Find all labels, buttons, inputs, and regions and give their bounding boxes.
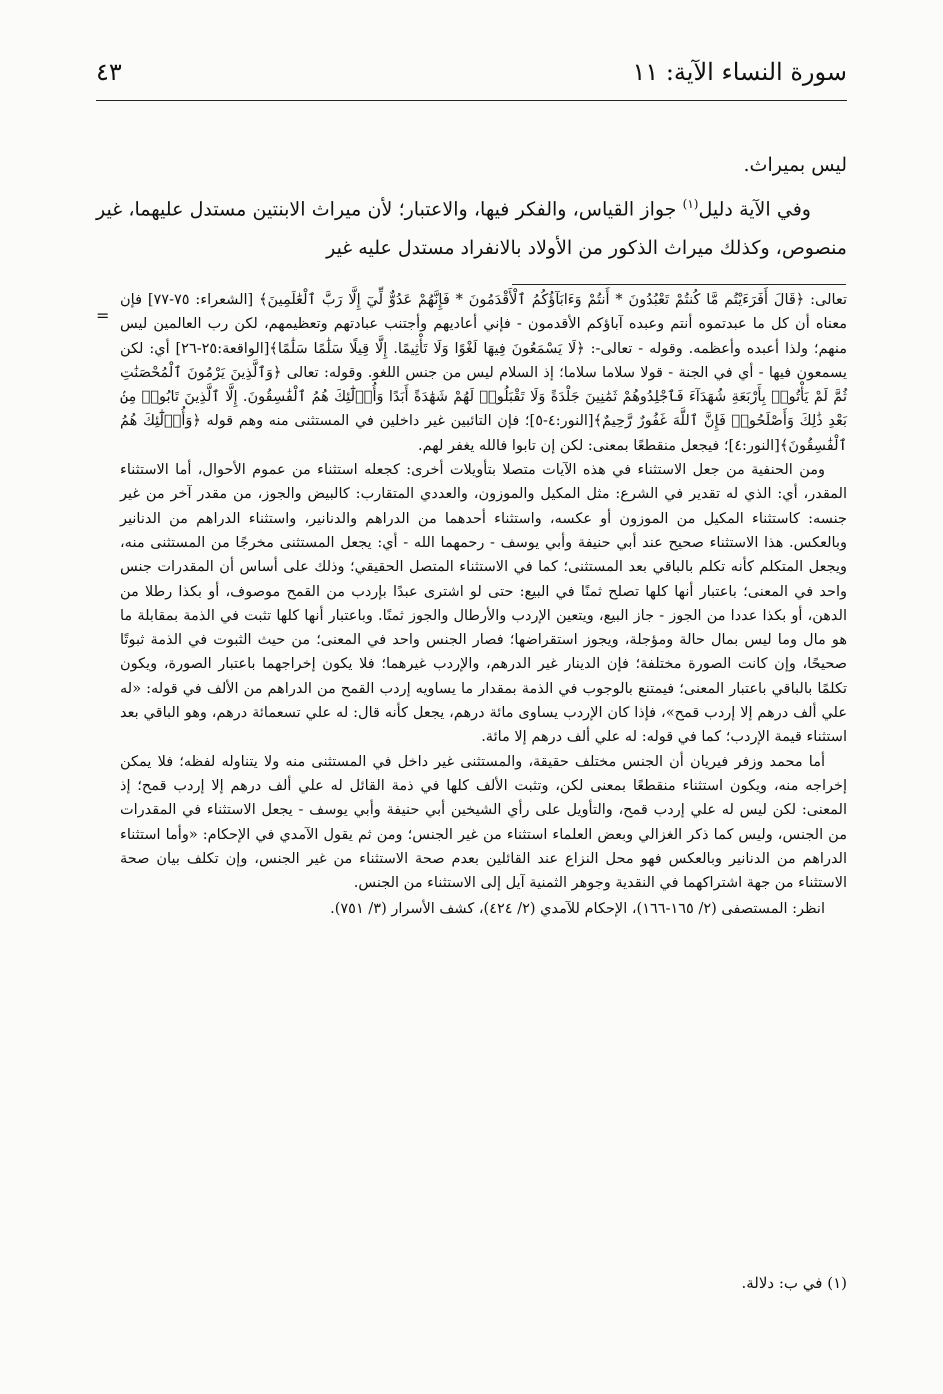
notes-references: انظر: المستصفى (٢/ ١٦٥-١٦٦)، الإحكام للآمدي (٢/ ٤٢٤)، كشف الأسرار (٣/ ٧٥١).	[330, 901, 825, 918]
notes-paragraph-2: ومن الحنفية من جعل الاستثناء في هذه الآيات متصلا بتأويلات أخرى: كجعله استثناء من عموم الأحوال، أما الاستثناء المقدر، أي: الذي له تقدير في الشرع: مثل المكيل والموزون، والعددي المتقارب: كالبيض والجوز، من مقدر آخر من غير جنسه: كاستثناء المكيل من الموزون أو عكسه، واستثناء أحدهما من الدراهم والدنانير، واستثناء الدراهم من الدنانير وبالعكس. هذا الاستثناء صحيح عند أبي حنيفة وأبي يوسف - رحمهما الله - أي: يجعل المستثنى مخرجًا من المستثنى منه، ويجعل المتكلم كأنه تكلم بالباقي بعد المستثنى؛ كما في الاستثناء المتصل الحقيقي؛ وذلك على أساس أن المقدرات جنس واحد في المعنى؛ باعتبار أنها كلها تصلح ثمنًا في البيع: حتى لو اشترى عبدًا بإردب من القمح موصوف، أو بكذا رطلا من الدهن، أو بكذا عددا من الجوز - جاز البيع، ويتعين الإردب والأرطال والجوز ثمنًا. وباعتبار أنها كلها تثبت في الذمة بمقابلة ما هو مال وما ليس بمال حالة ومؤجلة، ويجوز استقراضها؛ فصار الجنس واحد في المعنى؛ من حيث الثبوت في الذمة ثبوتًا صحيحًا، وإن كانت الصورة مختلفة؛ فإن الدينار غير الدرهم، والإردب غيرهما؛ فلا يكون إخراجهما باعتبار الصورة، ويكون تكلمًا بالباقي باعتبار المعنى؛ فيمتنع بالوجوب في الذمة بمقدار ما يساويه إردب القمح من الدراهم من الألف في قوله: «له علي ألف درهم إلا إردب قمح»، فإذا كان الإردب يساوى مائة درهم، يجعل كأنه قال: له علي تسعمائة درهم، وهو الباقي بعد استثناء قيمة الإردب؛ كما في قوله: له علي ألف درهم إلا مائة.	[120, 462, 847, 746]
header-rule	[96, 100, 847, 101]
commentary-notes	[120, 288, 847, 922]
main-text	[96, 146, 847, 268]
main-paragraph-2	[96, 185, 847, 268]
page-number: ٤٣	[96, 58, 122, 86]
footnote-ref-1: (١)	[682, 197, 699, 211]
running-title: سورة النساء الآية: ١١	[632, 58, 847, 86]
paragraph-2-rest: جواز القياس، والفكر فيها، والاعتبار؛ لأن ميراث الابنتين مستدل عليهما، غير منصوص، وكذلك ميراث الذكور من الأولاد بالانفراد مستدل عليه غير	[96, 198, 847, 260]
footnote-1: (١) في ب: دلالة.	[741, 1274, 847, 1292]
page-header	[96, 58, 847, 94]
paragraph-2-start: وفي الآية دليل	[698, 198, 811, 221]
main-line-1: ليس بميراث.	[743, 154, 847, 176]
notes-separator-rule	[512, 284, 846, 285]
continuation-marker: =	[96, 306, 110, 325]
notes-paragraph-3: أما محمد وزفر فيريان أن الجنس مختلف حقيقة، والمستثنى غير داخل في المستثنى منه ولا يتناوله لفظه؛ فلا يمكن إخراجه منه، ويكون استثناء منقطعًا بمعنى لكن، وتثبت الألف كلها في ذمة القائل له علي ألف درهم إلا إردب قمح؛ إذ المعنى: لكن ليس له علي إردب قمح، والتأويل على رأي الشيخين أبي حنيفة وأبي يوسف - يجعل الاستثناء في المقدرات من الجنس، وليس كما ذكر الغزالي وبعض العلماء استثناء من غير الجنس؛ ومن ثم يقول الآمدي في الإحكام: «وأما استثناء الدراهم من الدنانير وبالعكس فهو محل النزاع عند القائلين بعدم صحة الاستثناء من غير الجنس، وإن تكلف بيان صحة الاستثناء من جهة اشتراكهما في النقدية وجوهر الثمنية آيل إلى الاستثناء من الجنس.	[120, 753, 847, 892]
notes-paragraph-1: تعالى: ﴿قَالَ أَفَرَءَيْتُم مَّا كُنتُمْ تَعْبُدُونَ * أَنتُمْ وَءَابَآؤُكُمُ ٱلْأَقْدَمُونَ * فَإِنَّهُمْ عَدُوٌّ لِّيٓ إِلَّا رَبَّ ٱلْعَٰلَمِينَ﴾ [الشعراء: ٧٥-٧٧] فإن معناه أن كل ما عبدتموه أنتم وعبده آباؤكم الأقدمون - فإني أعاديهم وأجتنب عبادتهم وتعظيمهم، لكن رب العالمين ليس منهم؛ ولذا أعبده وأعظمه. وقوله - تعالى-: ﴿لَا يَسْمَعُونَ فِيهَا لَغْوًا وَلَا تَأْثِيمًا. إِلَّا قِيلًا سَلَٰمًا سَلَٰمًا﴾[الواقعة:٢٥-٢٦] أي: لكن يسمعون فيها - أي في الجنة - قولا سلاما سلاما؛ إذ السلام ليس من جنس اللغو. وقوله: تعالى ﴿وَٱلَّذِينَ يَرْمُونَ ٱلْمُحْصَنَٰتِ ثُمَّ لَمْ يَأْتُوا۟ بِأَرْبَعَةِ شُهَدَآءَ فَٱجْلِدُوهُمْ ثَمَٰنِينَ جَلْدَةً وَلَا تَقْبَلُوا۟ لَهُمْ شَهَٰدَةً أَبَدًا وَأُو۟لَٰٓئِكَ هُمُ ٱلْفَٰسِقُونَ. إِلَّا ٱلَّذِينَ تَابُوا۟ مِنۢ بَعْدِ ذَٰلِكَ وَأَصْلَحُوا۟ فَإِنَّ ٱللَّهَ غَفُورٌ رَّحِيمٌ﴾[النور:٤-٥]؛ فإن التائبين غير داخلين في المستثنى منه وهم قوله ﴿وَأُو۟لَٰٓئِكَ هُمُ ٱلْفَٰسِقُونَ﴾[النور:٤]؛ فيجعل منقطعًا بمعنى: لكن إن تابوا فالله يغفر لهم.	[120, 292, 847, 454]
